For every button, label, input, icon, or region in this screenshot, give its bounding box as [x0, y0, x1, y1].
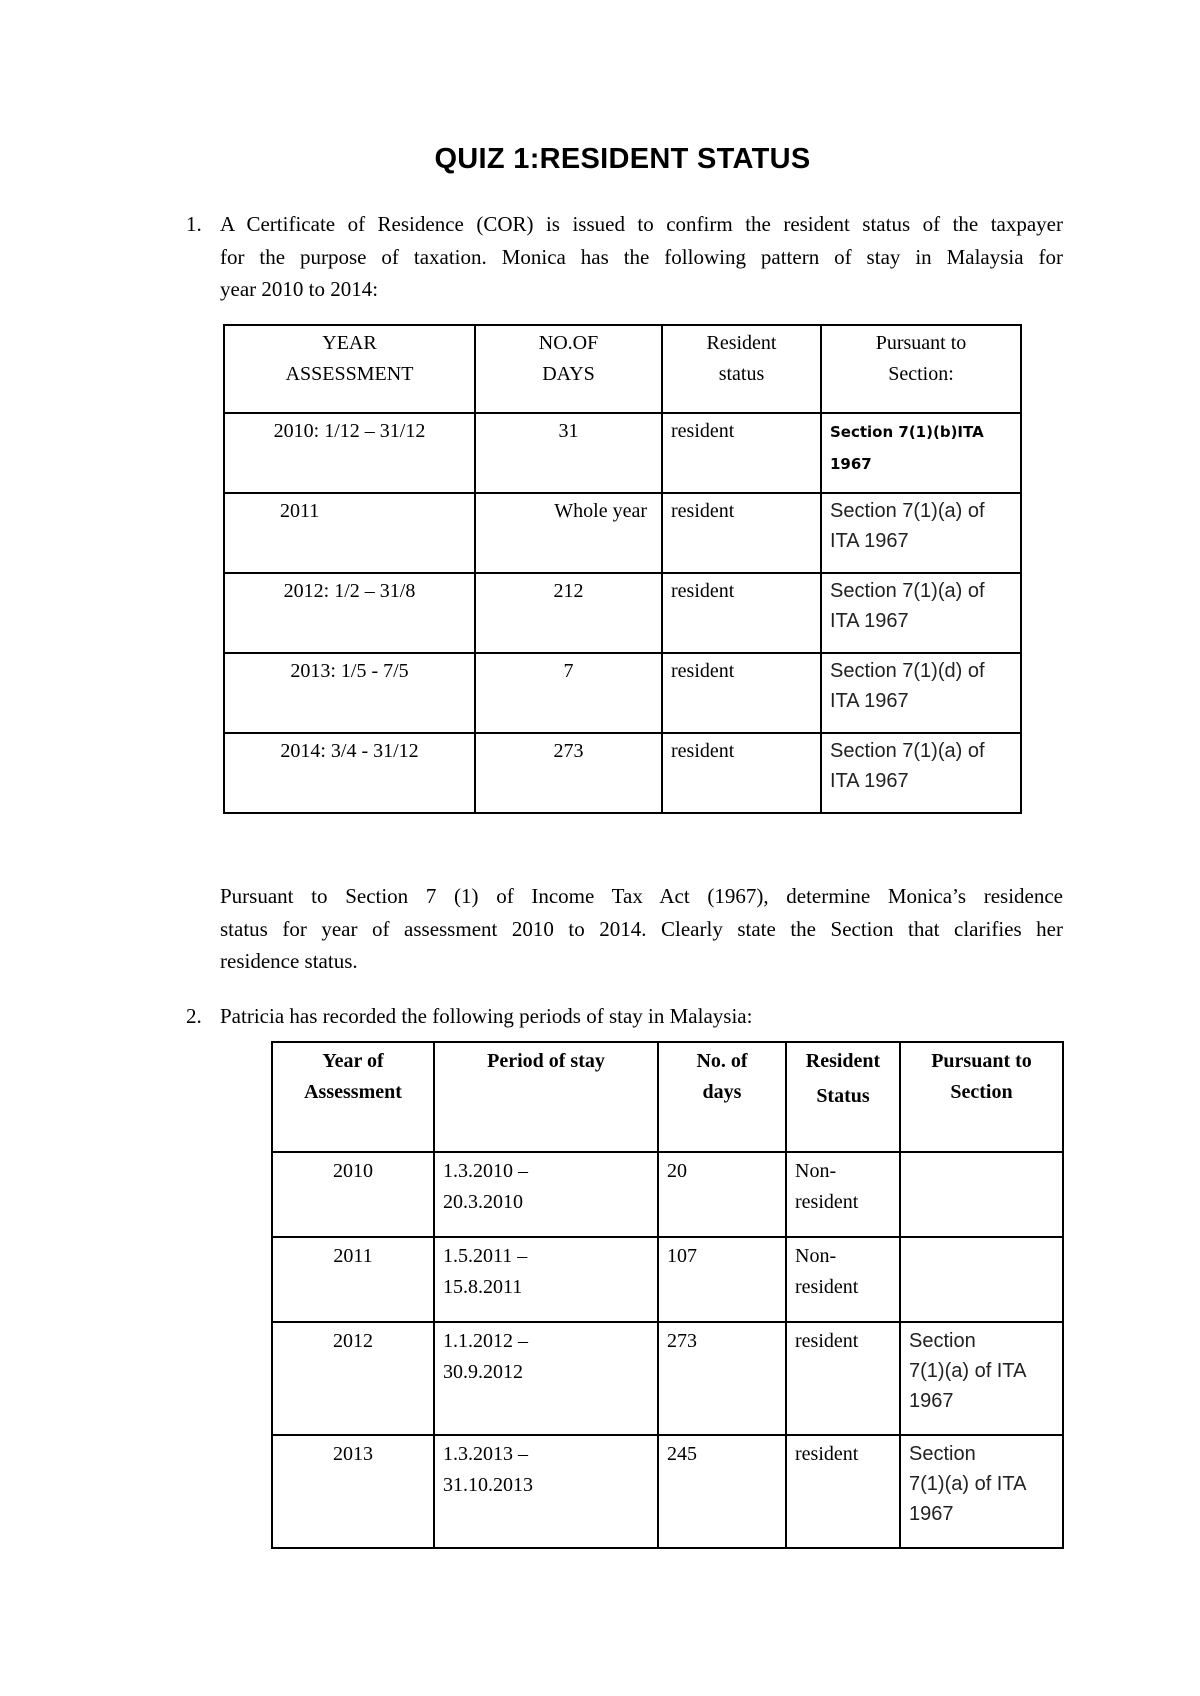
- header-period-of-stay: [434, 1042, 658, 1152]
- cell-year: 2010: [272, 1152, 434, 1237]
- cell-year: 2012: [272, 1322, 434, 1435]
- section-line: Section 7(1)(a) of: [830, 580, 985, 602]
- cell-days: Whole year: [475, 493, 662, 573]
- cell-days: 20: [658, 1152, 786, 1237]
- cell-section: [821, 573, 1021, 653]
- table-row: [272, 1322, 1063, 1435]
- header-year-assessment: [224, 325, 475, 413]
- table-row: [224, 573, 1021, 653]
- cell-section: [900, 1237, 1063, 1322]
- cell-year: 2012: 1/2 – 31/8: [224, 573, 475, 653]
- period-line: 1.1.2012 –: [443, 1330, 528, 1352]
- cell-section: [821, 413, 1021, 493]
- question-1-line: year 2010 to 2014:: [220, 277, 379, 301]
- period-line: 1.3.2013 –: [443, 1443, 528, 1465]
- section-line: 1967: [909, 1503, 954, 1525]
- cell-status: [786, 1237, 900, 1322]
- header-line: Status: [816, 1085, 870, 1107]
- patricia-residence-table: [271, 1041, 1064, 1549]
- header-line: Pursuant to: [931, 1050, 1032, 1072]
- header-line: Section:: [888, 363, 954, 385]
- table-row: [224, 413, 1021, 493]
- cell-section: [821, 733, 1021, 813]
- cell-days: 7: [475, 653, 662, 733]
- header-line: Resident: [805, 1050, 881, 1072]
- question-1-text: [220, 208, 1063, 306]
- table-row: [224, 733, 1021, 813]
- cell-section: [821, 653, 1021, 733]
- followup-line: status for year of assessment 2010 to 2014. Clearly state the Section that clarifies her: [220, 916, 1063, 941]
- header-line: ASSESSMENT: [285, 363, 414, 385]
- cell-days: 245: [658, 1435, 786, 1548]
- cell-year: 2011: [224, 493, 475, 573]
- header-line: YEAR: [322, 332, 377, 354]
- monica-residence-table: [223, 324, 1022, 814]
- cell-period: [434, 1152, 658, 1237]
- question-2-number: 2.: [186, 1004, 202, 1028]
- followup-line: Pursuant to Section 7 (1) of Income Tax Act (1967), determine Monica’s residence: [220, 884, 1063, 908]
- header-line: Year of: [322, 1050, 384, 1072]
- cell-year: 2014: 3/4 - 31/12: [224, 733, 475, 813]
- cell-status: resident: [662, 493, 821, 573]
- header-line: status: [718, 363, 765, 385]
- section-line: ITA 1967: [830, 610, 909, 632]
- table-row: [224, 653, 1021, 733]
- table-row: [224, 493, 1021, 573]
- section-line: Section 7(1)(a) of: [830, 740, 985, 762]
- section-line: 1967: [909, 1390, 954, 1412]
- header-pursuant-section: [821, 325, 1021, 413]
- status-line: resident: [795, 1191, 859, 1213]
- cell-status: resident: [662, 573, 821, 653]
- header-no-of-days: [658, 1042, 786, 1152]
- section-line: ITA 1967: [830, 530, 909, 552]
- header-line: Resident: [706, 332, 777, 354]
- header-line: Period of stay: [487, 1050, 605, 1072]
- status-line: Non-: [795, 1160, 837, 1182]
- cell-period: [434, 1435, 658, 1548]
- section-line: Section: [909, 1330, 976, 1352]
- cell-year: 2013: [272, 1435, 434, 1548]
- section-line: ITA 1967: [830, 690, 909, 712]
- cell-status: resident: [662, 413, 821, 493]
- table-header-row: [224, 325, 1021, 413]
- header-line: days: [702, 1081, 742, 1103]
- cell-section: [900, 1322, 1063, 1435]
- cell-section: [900, 1435, 1063, 1548]
- question-2-text: Patricia has recorded the following periods of stay in Malaysia:: [220, 1004, 753, 1028]
- cell-days: 273: [658, 1322, 786, 1435]
- period-line: 31.10.2013: [443, 1474, 533, 1496]
- table-header-row: [272, 1042, 1063, 1152]
- header-line: NO.OF: [538, 332, 599, 354]
- cell-status: [786, 1435, 900, 1548]
- cell-year: 2010: 1/12 – 31/12: [224, 413, 475, 493]
- header-pursuant-section: [900, 1042, 1063, 1152]
- header-line: No. of: [696, 1050, 748, 1072]
- header-line: Section: [950, 1081, 1013, 1103]
- cell-section: [900, 1152, 1063, 1237]
- period-line: 1.3.2010 –: [443, 1160, 528, 1182]
- header-year-of-assessment: [272, 1042, 434, 1152]
- cell-status: [786, 1322, 900, 1435]
- question-1-line: for the purpose of taxation. Monica has the following pattern of stay in Malaysia for: [220, 244, 1063, 269]
- header-line: Assessment: [304, 1081, 402, 1103]
- header-line: Pursuant to: [875, 332, 967, 354]
- question-1-line: A Certificate of Residence (COR) is issued to confirm the resident status of the taxpayer: [220, 212, 1063, 236]
- status-line: resident: [795, 1443, 859, 1465]
- question-1-followup: [220, 880, 1063, 978]
- header-no-of-days: [475, 325, 662, 413]
- followup-line: residence status.: [220, 949, 358, 973]
- question-1-number: 1.: [186, 212, 202, 236]
- cell-period: [434, 1237, 658, 1322]
- status-line: Non-: [795, 1245, 837, 1267]
- cell-days: 107: [658, 1237, 786, 1322]
- cell-status: [786, 1152, 900, 1237]
- cell-section: [821, 493, 1021, 573]
- cell-days: 273: [475, 733, 662, 813]
- header-resident-status: [786, 1042, 900, 1152]
- section-line: 7(1)(a) of ITA: [909, 1473, 1027, 1495]
- section-line: ITA 1967: [830, 770, 909, 792]
- table-row: [272, 1435, 1063, 1548]
- period-line: 1.5.2011 –: [443, 1245, 528, 1267]
- status-line: resident: [795, 1330, 859, 1352]
- cell-period: [434, 1322, 658, 1435]
- header-line: DAYS: [542, 363, 595, 385]
- section-line: Section: [909, 1443, 976, 1465]
- status-line: resident: [795, 1276, 859, 1298]
- period-line: 15.8.2011: [443, 1276, 523, 1298]
- section-line: 7(1)(a) of ITA: [909, 1360, 1027, 1382]
- table-row: [272, 1152, 1063, 1237]
- cell-days: 31: [475, 413, 662, 493]
- table-row: [272, 1237, 1063, 1322]
- section-line: Section 7(1)(a) of: [830, 500, 985, 522]
- header-resident-status: [662, 325, 821, 413]
- cell-year: 2013: 1/5 - 7/5: [224, 653, 475, 733]
- period-line: 20.3.2010: [443, 1191, 523, 1213]
- cell-year: 2011: [272, 1237, 434, 1322]
- section-line: Section 7(1)(d) of: [830, 660, 985, 682]
- period-line: 30.9.2012: [443, 1361, 523, 1383]
- section-line: 1967: [830, 455, 872, 473]
- cell-days: 212: [475, 573, 662, 653]
- cell-status: resident: [662, 733, 821, 813]
- page-title: QUIZ 1:RESIDENT STATUS: [434, 143, 811, 175]
- cell-status: resident: [662, 653, 821, 733]
- section-line: Section 7(1)(b)ITA: [830, 423, 984, 441]
